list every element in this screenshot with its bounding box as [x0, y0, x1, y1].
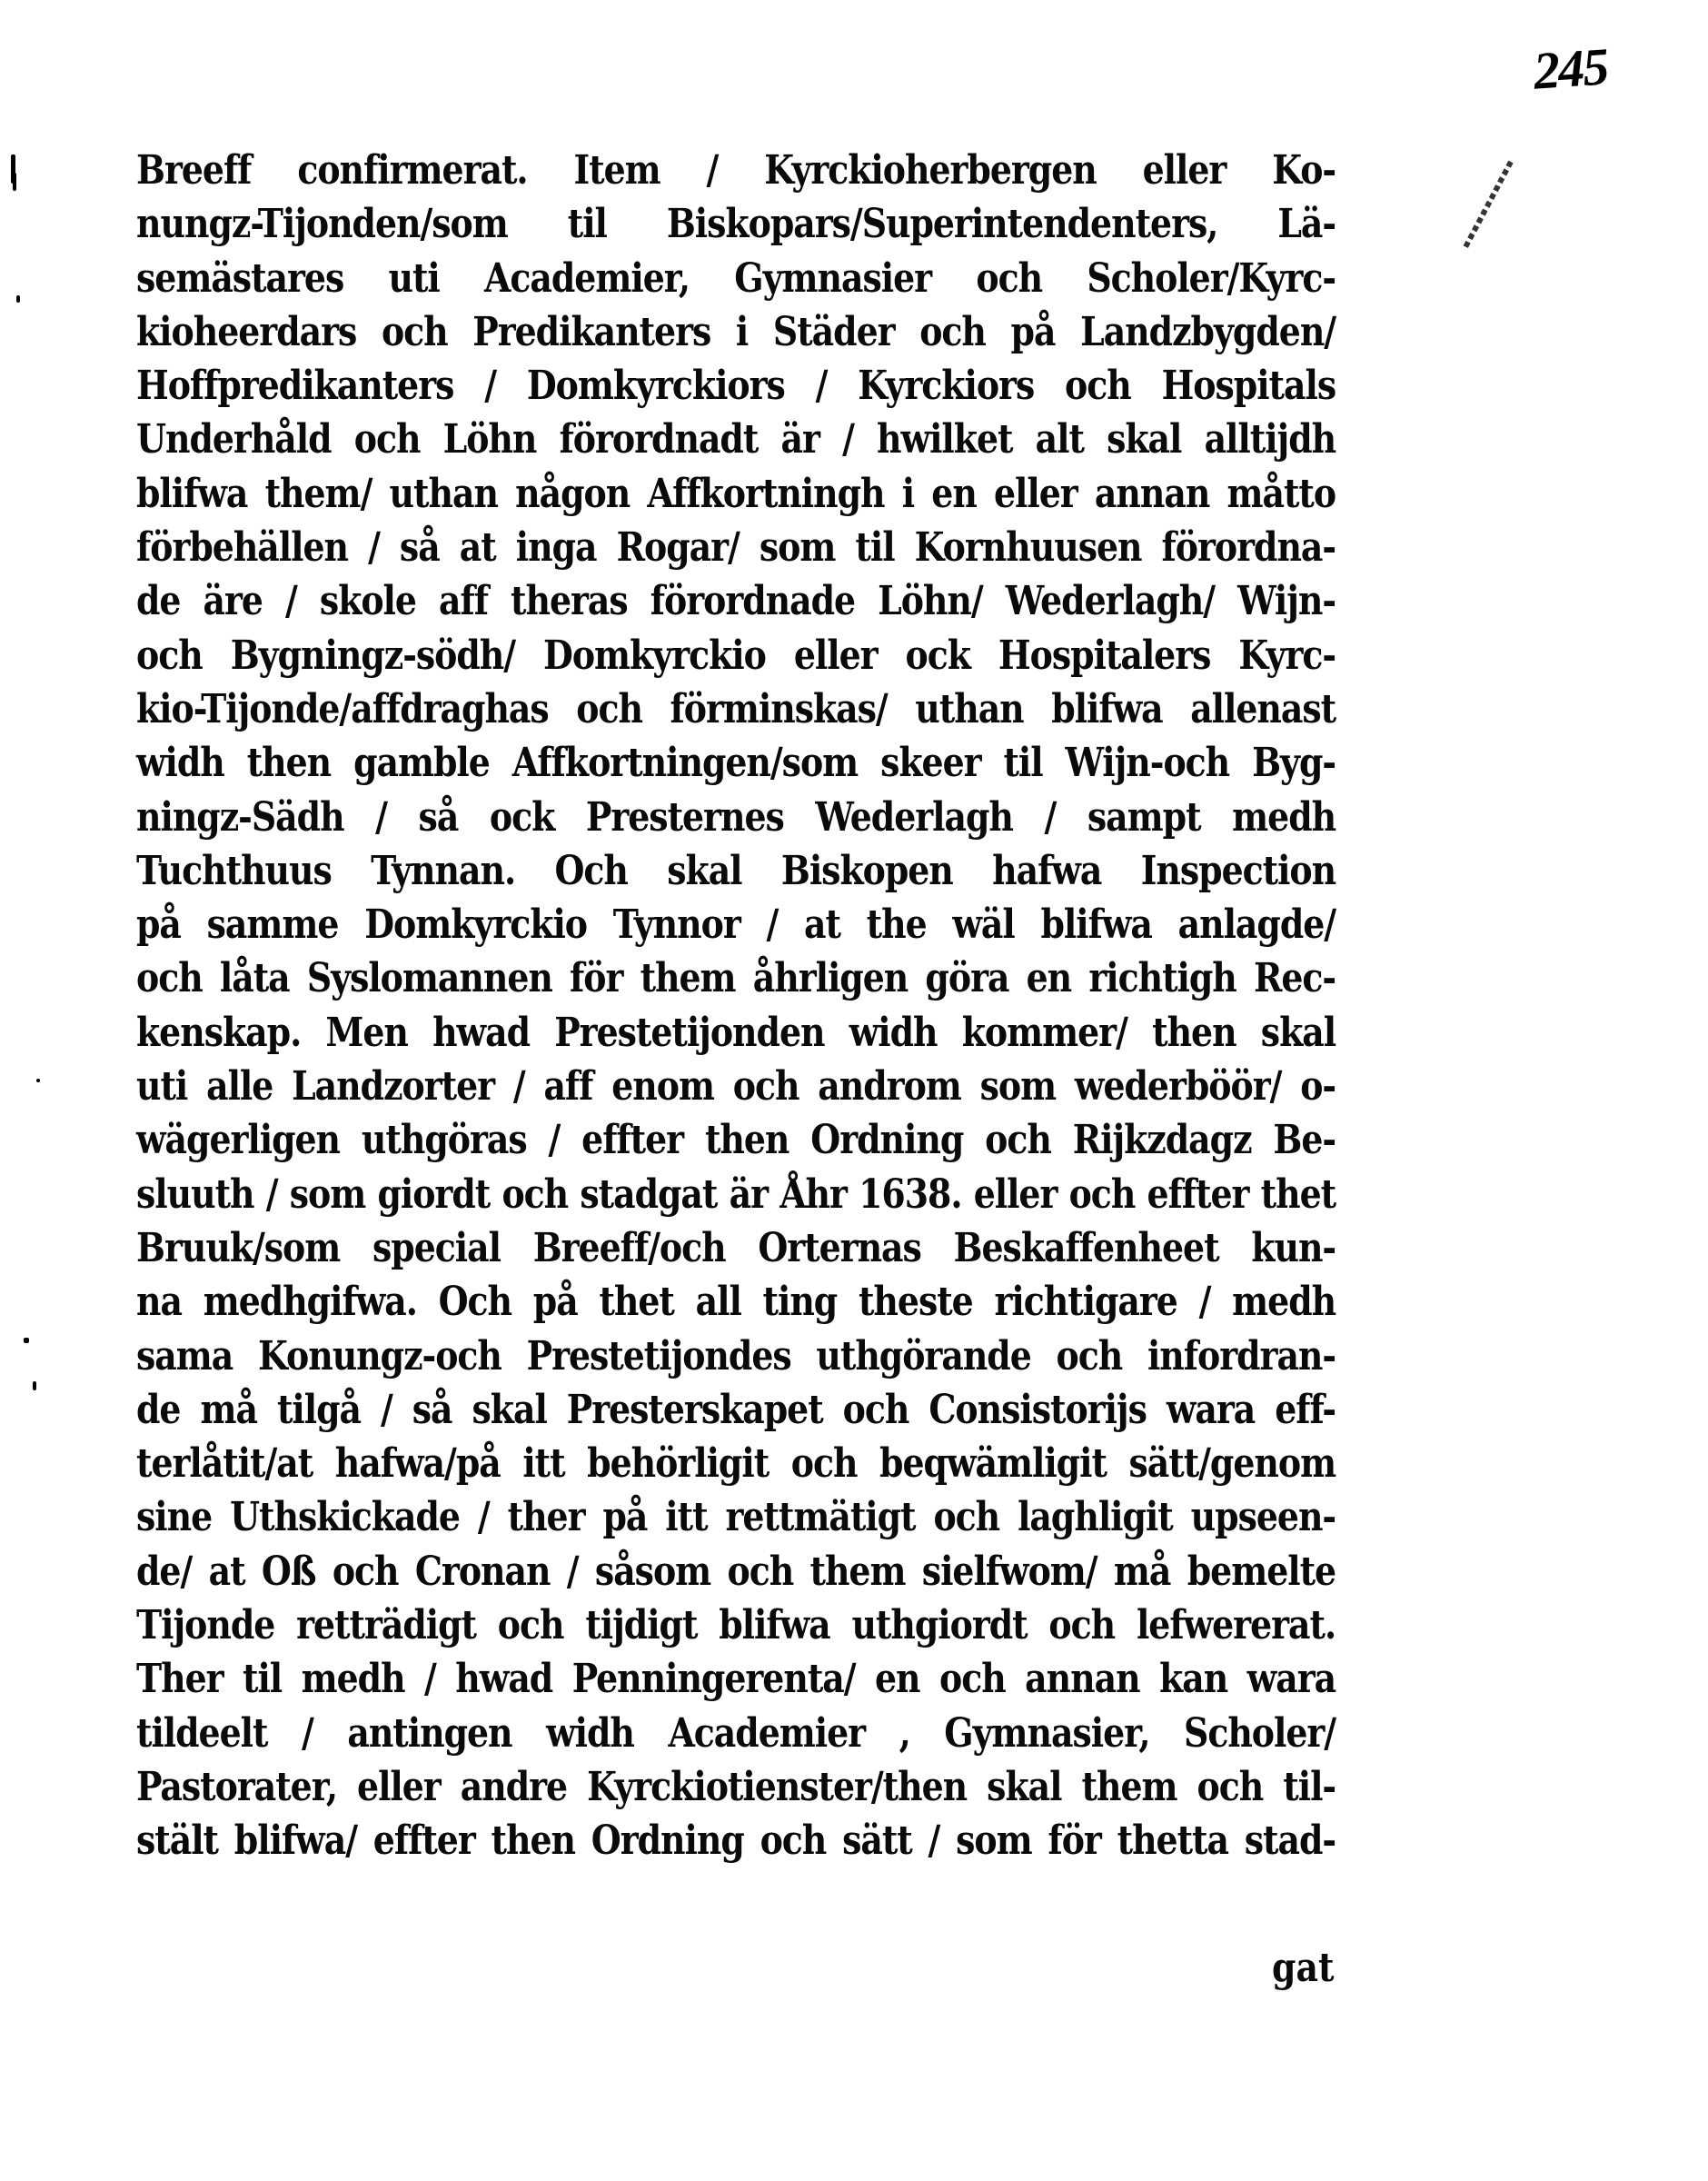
text-line: Hoffpredikanters / Domkyrckiors / Kyrckiors och Hospitals [136, 363, 1336, 410]
margin-speck [13, 173, 16, 191]
text-line: kenskap. Men hwad Prestetijonden widh kommer/ then skal [136, 1009, 1336, 1056]
text-line: Tijonde retträdigt och tijdigt blifwa uthgiordt och lefwererat. [136, 1602, 1336, 1649]
text-line: Bruuk/som special Breeff/och Orternas Beskaffenheet kun- [136, 1224, 1336, 1271]
text-line: de må tilgå / så skal Presterskapet och Consistorijs wara eff- [136, 1386, 1336, 1433]
folio-number: 245 [1531, 36, 1610, 101]
text-line: Breeff confirmerat. Item / Kyrckioherbergen eller Ko- [136, 147, 1336, 194]
text-line: Tuchthuus Tynnan. Och skal Biskopen hafwa Inspection [136, 847, 1336, 894]
catchword: gat [1272, 1945, 1335, 1991]
text-line: på samme Domkyrckio Tynnor / at the wäl blifwa anlagde/ [136, 901, 1336, 949]
text-line: wägerligen uthgöras / effter then Ordning och Rijkzdagz Be- [136, 1117, 1336, 1164]
text-line: Underhåld och Löhn förordnadt är / hwilket alt skal alltijdh [136, 416, 1336, 463]
text-line: Ther til medh / hwad Penningerenta/ en och annan kan wara [136, 1656, 1336, 1703]
text-line: sama Konungz-och Prestetijondes uthgörande och infordran- [136, 1332, 1336, 1379]
text-line: blifwa them/ uthan någon Affkortningh i en eller annan måtto [136, 470, 1336, 517]
text-line: kioheerdars och Predikanters i Städer och på Landzbygden/ [136, 308, 1336, 355]
text-line: och Bygningz-södh/ Domkyrckio eller ock Hospitalers Kyrc- [136, 632, 1336, 679]
text-line: terlåtit/at hafwa/på itt behörligit och beqwämligit sätt/genom [136, 1440, 1336, 1488]
margin-speck [24, 1338, 29, 1343]
text-line: kio-Tijonde/affdraghas och förminskas/ uthan blifwa allenast [136, 685, 1336, 732]
text-line: sluuth / som giordt och stadgat är Åhr 1638. eller och effter thet [136, 1170, 1336, 1218]
margin-speck [16, 295, 20, 303]
text-line: nungz-Tijonden/som til Biskopars/Superintendenters, Lä- [136, 201, 1336, 248]
text-line: ningz-Sädh / så ock Presternes Wederlagh / sampt medh [136, 793, 1336, 841]
text-line: stält blifwa/ effter then Ordning och sätt / som för thetta stad- [136, 1818, 1336, 1865]
text-line: och låta Syslomannen för them åhrligen göra en richtigh Rec- [136, 955, 1336, 1002]
margin-speck [36, 1079, 40, 1082]
text-line: sine Uthskickade / ther på itt rettmätigt och laghligit upseen- [136, 1494, 1336, 1541]
text-line: tildeelt / antingen widh Academier , Gymnasier, Scholer/ [136, 1709, 1336, 1757]
margin-ink-stroke [1462, 161, 1514, 252]
text-line: de/ at Oß och Cronan / såsom och them sielfwom/ må bemelte [136, 1548, 1336, 1595]
text-line: uti alle Landzorter / aff enom och androm som wederböör/ o- [136, 1063, 1336, 1110]
margin-speck [33, 1381, 36, 1390]
body-text [136, 144, 1336, 1868]
text-line: förbehällen / så at inga Rogar/ som til Kornhuusen förordna- [136, 524, 1336, 572]
text-line: de äre / skole aff theras förordnade Löhn/ Wederlagh/ Wijn- [136, 578, 1336, 625]
text-line: widh then gamble Affkortningen/som skeer til Wijn-och Byg- [136, 740, 1336, 787]
text-line: semästares uti Academier, Gymnasier och Scholer/Kyrc- [136, 254, 1336, 302]
text-line: na medhgifwa. Och på thet all ting theste richtigare / medh [136, 1279, 1336, 1326]
text-line: Pastorater, eller andre Kyrckiotienster/then skal them och til- [136, 1763, 1336, 1810]
